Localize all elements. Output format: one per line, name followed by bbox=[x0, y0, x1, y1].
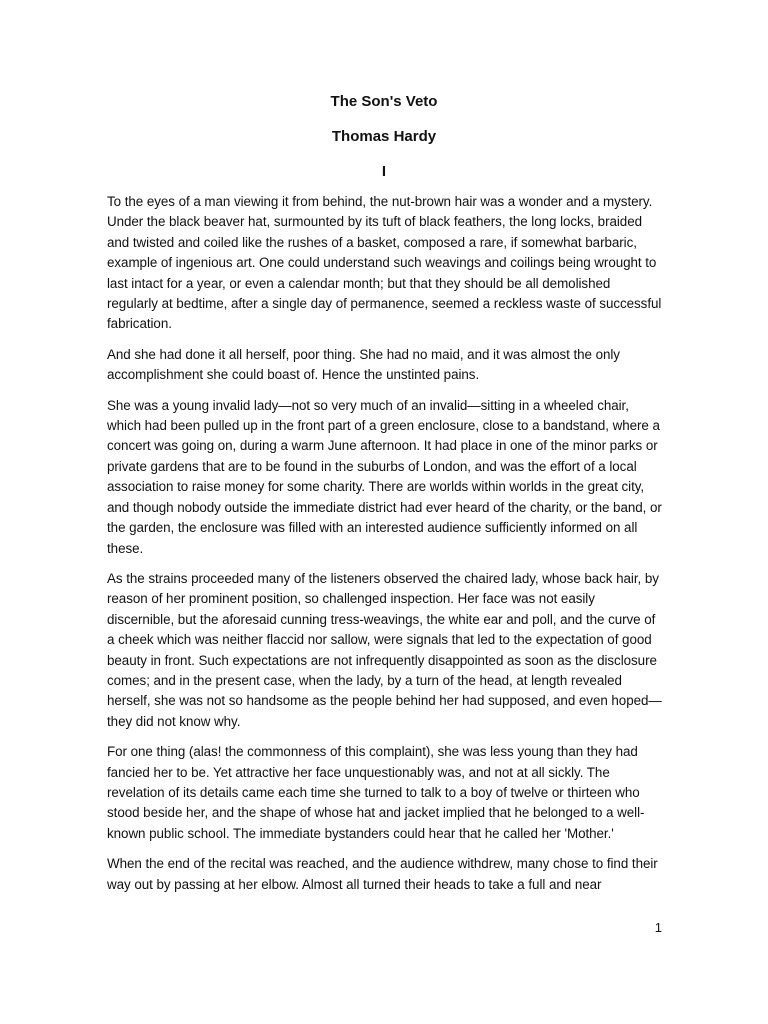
paragraph: When the end of the recital was reached, and the audience withdrew, many chose to find their way out by passing at her elbow. Almost all turned their heads to take a full and near bbox=[107, 856, 658, 892]
story-body bbox=[107, 192, 663, 905]
paragraph: And she had done it all herself, poor thing. She had no maid, and it was almost the only accomplishment she could boast of. Hence the unstinted pains. bbox=[107, 346, 620, 383]
section-heading: I bbox=[381, 163, 387, 180]
paragraph: As the strains proceeded many of the listeners observed the chaired lady, whose back hair, by reason of her prominent position, so challenged inspection. Her face was not easily discernible, but the aforesaid cunning tress-weavings, the white ear and poll, and the curve of a cheek which was neither flaccid nor sallow, were signals that led to the expectation of good beauty in front. Such expectations are not infrequently disappointed as soon as the disclosure comes; and in the present case, when the lady, by a turn of the head, at length revealed herself, she was not so handsome as the people behind her had supposed, and even hoped—they did not know why. bbox=[107, 570, 662, 729]
story-title: The Son's Veto bbox=[330, 93, 438, 110]
paragraph: She was a young invalid lady—not so very much of an invalid—sitting in a wheeled chair, which had been pulled up in the front part of a green enclosure, close to a bandstand, where a concert was going on, during a warm June afternoon. It had place in one of the minor parks or private gardens that are to be found in the suburbs of London, and was the effort of a local association to raise money for some charity. There are worlds within worlds in the great city, and though nobody outside the immediate district had ever heard of the charity, or the band, or the garden, the enclosure was filled with an interested audience sufficiently informed on all these. bbox=[107, 397, 662, 556]
page-number: 1 bbox=[654, 920, 662, 935]
paragraph: For one thing (alas! the commonness of this complaint), she was less young than they had fancied her to be. Yet attractive her face unquestionably was, and not at all sickly. The revelation of its details came each time she turned to talk to a boy of twelve or thirteen who stood beside her, and the shape of whose hat and jacket implied that he belonged to a well-known public school. The immediate bystanders could hear that he called her 'Mother.' bbox=[107, 744, 645, 841]
story-author: Thomas Hardy bbox=[331, 128, 437, 145]
paragraph: To the eyes of a man viewing it from behind, the nut-brown hair was a wonder and a mystery. Under the black beaver hat, surmounted by its tuft of black feathers, the long locks, braided and twisted and coiled like the rushes of a basket, composed a rare, if somewhat barbaric, example of ingenious art. One could understand such weavings and coilings being wrought to last intact for a year, or even a calendar month; but that they should be all demolished regularly at bedtime, after a single day of permanence, seemed a reckless waste of successful fabrication. bbox=[107, 194, 662, 332]
